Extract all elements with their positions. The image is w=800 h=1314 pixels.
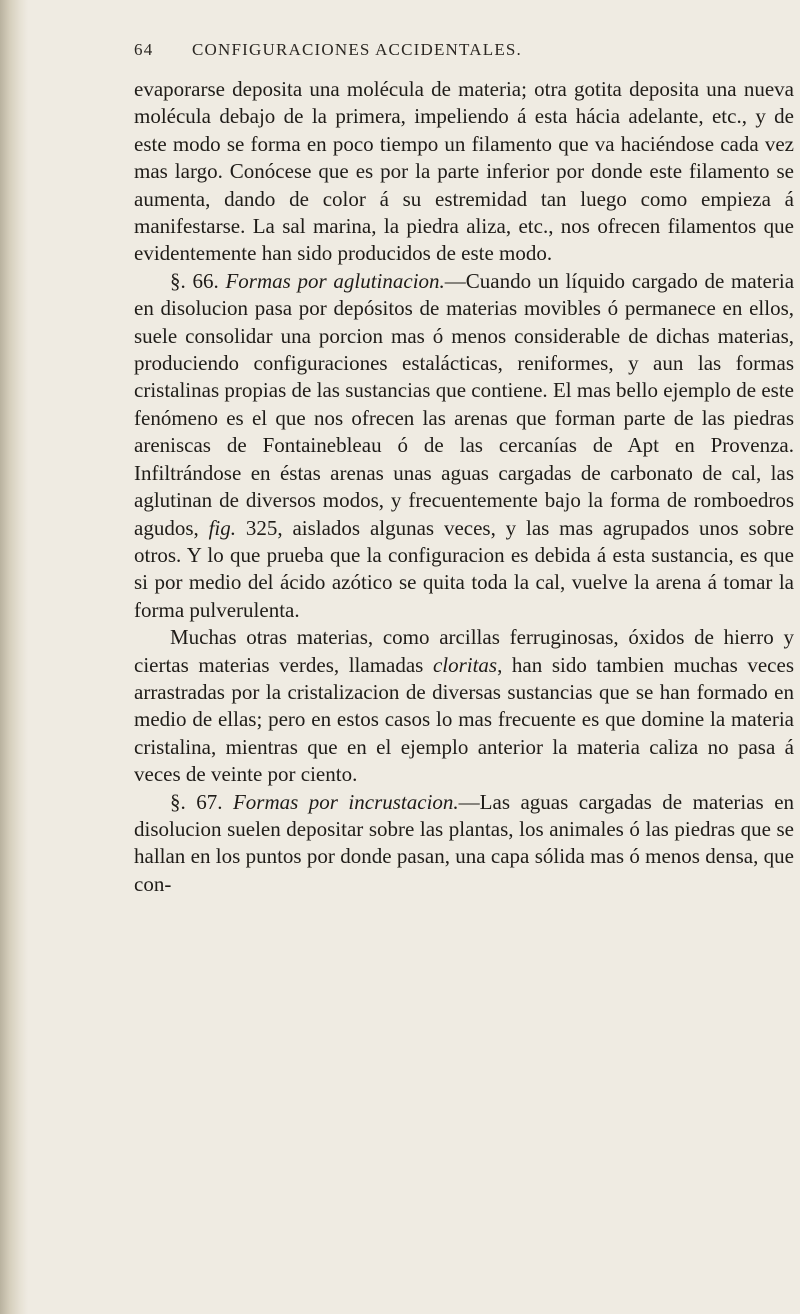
paragraph-materias bbox=[134, 624, 794, 788]
body-text bbox=[134, 76, 794, 898]
book-gutter bbox=[0, 0, 28, 1314]
paragraph-text: , han sido tambien muchas veces arrastradas por la cristalizacion de diversas sustancias que se han formado en medio de ellas; pero en estos casos lo mas frecuente es que domine la materia cristalina, mientras que en el ejemplo anterior la materia caliza no pasa á veces de veinte por ciento. bbox=[134, 652, 794, 787]
page-header bbox=[134, 40, 794, 68]
paragraph-text: 325, aislados algunas veces, y las mas agrupados unos sobre otros. Y lo que prueba que la configuracion es debida á esta sustancia, es que si por medio del ácido azótico se quita toda la cal, vuelve la arena á tomar la forma pulverulenta. bbox=[134, 515, 794, 622]
paragraph-section-66 bbox=[134, 268, 794, 624]
paragraph-text: —Cuando un líquido cargado de materia en disolucion pasa por depósitos de materias movibles ó permanece en ellos, suele consolidar una porcion mas ó menos considerable de dichas materias, produciendo configuraciones estalácticas, reniformes, y aun las formas cristalinas propias de las sustancias que contiene. El mas bello ejemplo de este fenómeno es el que nos ofrecen las arenas que forman parte de las piedras areniscas de Fontainebleau ó de las cercanías de Apt en Provenza. Infiltrándose en éstas arenas unas aguas cargadas de carbonato de cal, las aglutinan de diversos modos, y frecuentemente bajo la forma de romboedros agudos, bbox=[134, 268, 795, 540]
paragraph-continuation: evaporarse deposita una molécula de materia; otra gotita deposita una nueva molécula debajo de la primera, impeliendo á esta hácia adelante, etc., y de este modo se forma en poco tiempo un filamento que va haciéndose cada vez mas largo. Conócese que es por la parte inferior por donde este filamento se aumenta, dando de color á su estremidad tan luego como empieza á manifestarse. La sal marina, la piedra aliza, etc., nos ofrecen filamentos que evidentemente han sido producidos de este modo. bbox=[134, 77, 794, 266]
section-title: Formas por aglutinacion. bbox=[225, 268, 445, 293]
section-number: §. 66. bbox=[170, 268, 219, 293]
figure-reference: fig. bbox=[208, 515, 237, 540]
paragraph-text: Muchas otras materias, como arcillas ferruginosas, óxidos de hierro y ciertas materias verdes, llamadas bbox=[134, 625, 794, 677]
paragraph-section-67 bbox=[134, 789, 794, 899]
italic-term: cloritas bbox=[432, 652, 498, 677]
running-head: CONFIGURACIONES ACCIDENTALES. bbox=[192, 40, 523, 59]
section-title: Formas por incrustacion. bbox=[232, 789, 459, 814]
book-page bbox=[134, 40, 794, 898]
page-number: 64 bbox=[134, 40, 154, 59]
paragraph-text: —Las aguas cargadas de materias en disolucion suelen depositar sobre las plantas, los animales ó las piedras que se hallan en los puntos por donde pasan, una capa sólida mas ó menos densa, que con- bbox=[134, 789, 795, 896]
section-number: §. 67. bbox=[170, 789, 223, 814]
